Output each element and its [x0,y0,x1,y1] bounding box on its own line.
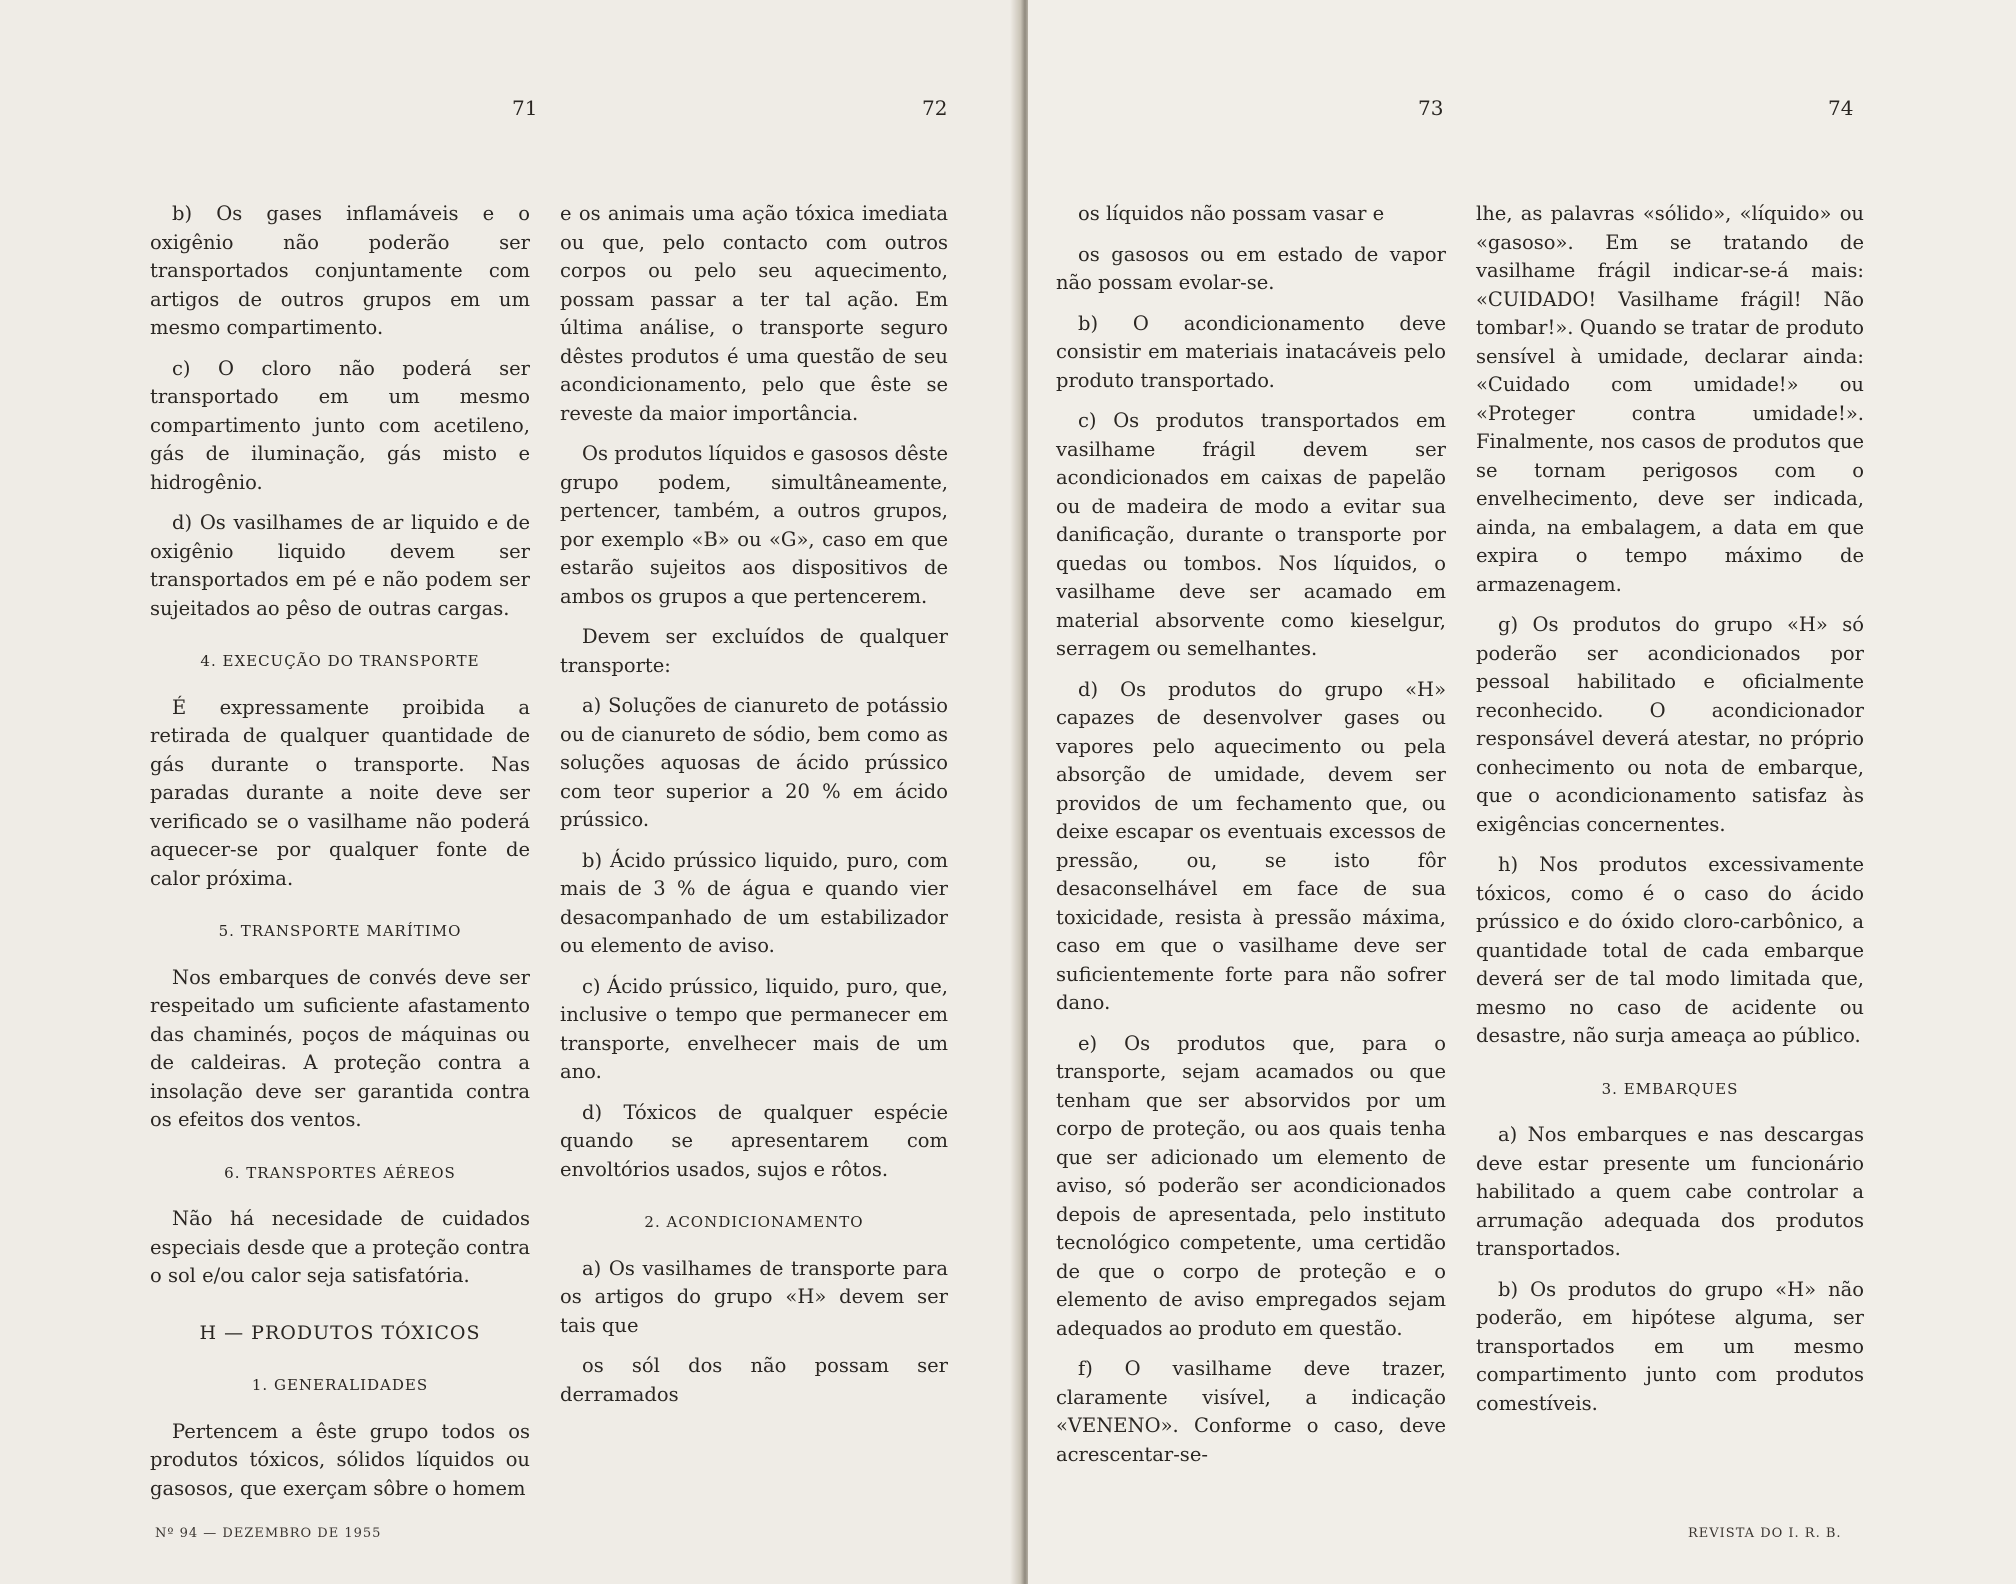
paragraph-d: d) Os produtos do grupo «H» capazes de desenvolver gases ou vapores pelo aquecimento ou pela absorção de umidade, devem ser providos de um fechamento que, ou deixe escapar os eventuais excessos de pressão, ou, se isto fôr desaconselhável em face de sua toxicidade, resista à pressão máxima, caso em que o vasilhame deve ser suficientemente forte para não sofrer dano. [1056,677,1446,1014]
paragraph-gasosos: os gasosos ou em estado de vapor não possam evolar-se. [1056,242,1446,294]
paragraph-d: d) Os vasilhames de ar liquido e de oxigênio liquido devem ser transportados em pé e não podem ser sujeitados ao pêso de outras cargas. [150,511,530,620]
paragraph-c: c) Os produtos transportados em vasilhame frágil devem ser acondicionados em caixas de papelão ou de madeira de modo a evitar sua danificação, durante o transporte por quedas ou tombos. Nos líquidos, o vasilhame deve ser acamado em material absorvente como kieselgur, serragem ou semelhantes. [1056,409,1446,660]
heading-aereos: 6. TRANSPORTES AÉREOS [224,1163,456,1182]
paragraph-b: b) Os gases inflamáveis e o oxigênio não poderão ser transportados conjuntamente com artigos de outros grupos em um mesmo compartimento. [150,202,530,339]
paragraph-g: g) Os produtos do grupo «H» só poderão ser acondicionados por pessoal habilitado e oficialmente reconhecido. O acondicionador responsável deverá atestar, no próprio conhecimento ou nota de embarque, que o acondicionamento satisfaz às exigências concernentes. [1476,613,1864,836]
paragraph-excluidos: Devem ser excluídos de qualquer transporte: [560,625,948,677]
column-1 [150,200,530,1515]
paragraph-liquidos: os líquidos não possam vasar e [1078,202,1385,225]
paragraph-e: e) Os produtos que, para o transporte, sejam acamados ou que tenham que ser absorvidos por um corpo de proteção, ou aos quais tenha que ser adicionado um elemento de aviso, só poderão ser acondicionados depois de apresentada, pelo instituto tecnológico competente, uma certidão de que o corpo de proteção e o elemento de aviso empregados sejam adequados ao produto em questão. [1056,1031,1446,1340]
column-4 [1476,200,1864,1430]
paragraph-b: b) O acondicionamento deve consistir em materiais inatacáveis pelo produto transportado. [1056,311,1446,392]
heading-execucao: 4. EXECUÇÃO DO TRANSPORTE [200,652,480,670]
page-number-74: 74 [1828,96,1854,120]
paragraph-b: b) Os produtos do grupo «H» não poderão, em hipótese alguma, ser transportados em um mesmo compartimento junto com produtos comestíveis. [1476,1277,1864,1415]
paragraph-liquidos: Os produtos líquidos e gasosos dêste grupo podem, simultâneamente, pertencer, também, a outros grupos, por exemplo «B» ou «G», caso em que estarão sujeitos aos dispositivos de ambos os grupos a que pertencerem. [560,442,948,608]
column-3 [1056,200,1446,1481]
paragraph-continuation: e os animais uma ação tóxica imediata ou que, pelo contacto com outros corpos ou pelo seu aquecimento, possam passar a ter tal ação. Em última análise, o transporte seguro dêstes produtos é uma questão de seu acondicionamento, pelo que êste se reveste da maior importância. [560,202,948,425]
paragraph-maritimo: Nos embarques de convés deve ser respeitado um suficiente afastamento das chaminés, poços de máquinas ou de caldeiras. A proteção contra a insolação deve ser garantida contra os efeitos dos ventos. [150,965,530,1131]
paragraph-solidos: os sól dos não possam ser derramados [560,1354,948,1406]
column-2 [560,200,948,1421]
paragraph-execucao: É expressamente proibida a retirada de qualquer quantidade de gás durante o transporte. Nas paradas durante a noite deve ser verificado se o vasilhame não poderá aquecer-se por qualquer fonte de calor próxima. [150,695,530,890]
paragraph-d: d) Tóxicos de qualquer espécie quando se apresentarem com envoltórios usados, sujos e rôtos. [560,1100,948,1181]
heading-embarques: 3. EMBARQUES [1601,1079,1739,1098]
paragraph-b: b) Ácido prússico liquido, puro, com mais de 3 % de água e quando vier desacompanhado de um estabilizador ou elemento de aviso. [560,848,948,957]
heading-generalidades: 1. GENERALIDADES [251,1376,429,1394]
paragraph-f: f) O vasilhame deve trazer, claramente visível, a indicação «VENENO». Conforme o caso, deve acrescentar-se- [1056,1357,1446,1466]
heading-acondicionamento: 2. ACONDICIONAMENTO [644,1213,864,1231]
paragraph-c: c) O cloro não poderá ser transportado em um mesmo compartimento junto com acetileno, gás de iluminação, gás misto e hidrogênio. [150,356,530,494]
paragraph-a: a) Soluções de cianureto de potássio ou de cianureto de sódio, bem como as soluções aquosas de ácido prússico com teor superior a 20 % em ácido prússico. [560,694,948,831]
paragraph-continuation: lhe, as palavras «sólido», «líquido» ou «gasoso». Em se tratando de vasilhame frágil indicar-se-á mais: «CUIDADO! Vasilhame frágil! Não tombar!». Quando se tratar de produto sensível à umidade, declarar ainda: «Cuidado com umidade!» ou «Proteger contra umidade!». Finalmente, nos casos de produtos que se tornam perigosos com o envelhecimento, deve ser indicada, ainda, na embalagem, a data em que expira o tempo máximo de armazenagem. [1476,202,1864,596]
footer-journal: REVISTA DO I. R. B. [1688,1526,1842,1541]
footer-issue: Nº 94 — DEZEMBRO DE 1955 [155,1526,382,1541]
page-number-72: 72 [922,96,948,120]
paragraph-generalidades: Pertencem a êste grupo todos os produtos tóxicos, sólidos líquidos ou gasosos, que exerçam sôbre o homem [150,1419,530,1500]
paragraph-h: h) Nos produtos excessivamente tóxicos, como é o caso do ácido prússico e do óxido cloro-carbônico, a quantidade total de cada embarque deverá ser de tal modo limitada que, mesmo no caso de acidente ou desastre, não surja ameaça ao público. [1476,853,1864,1047]
paragraph-a: a) Nos embarques e nas descargas deve estar presente um funcionário habilitado a quem cabe controlar a arrumação adequada dos produtos transportados. [1476,1123,1864,1260]
heading-produtos-toxicos: H — PRODUTOS TÓXICOS [199,1321,481,1344]
heading-maritimo: 5. TRANSPORTE MARÍTIMO [218,922,462,940]
right-page [1028,0,2016,1584]
page-number-71: 71 [512,96,538,120]
paragraph-c: c) Ácido prússico, liquido, puro, que, inclusive o tempo que permanecer em transporte, envelhecer mais de um ano. [560,974,948,1083]
paragraph-aereos: Não há necesidade de cuidados especiais desde que a proteção contra o sol e/ou calor seja satisfatória. [150,1207,530,1287]
paragraph-a2: a) Os vasilhames de transporte para os artigos do grupo «H» devem ser tais que [560,1256,948,1337]
page-number-73: 73 [1418,96,1444,120]
